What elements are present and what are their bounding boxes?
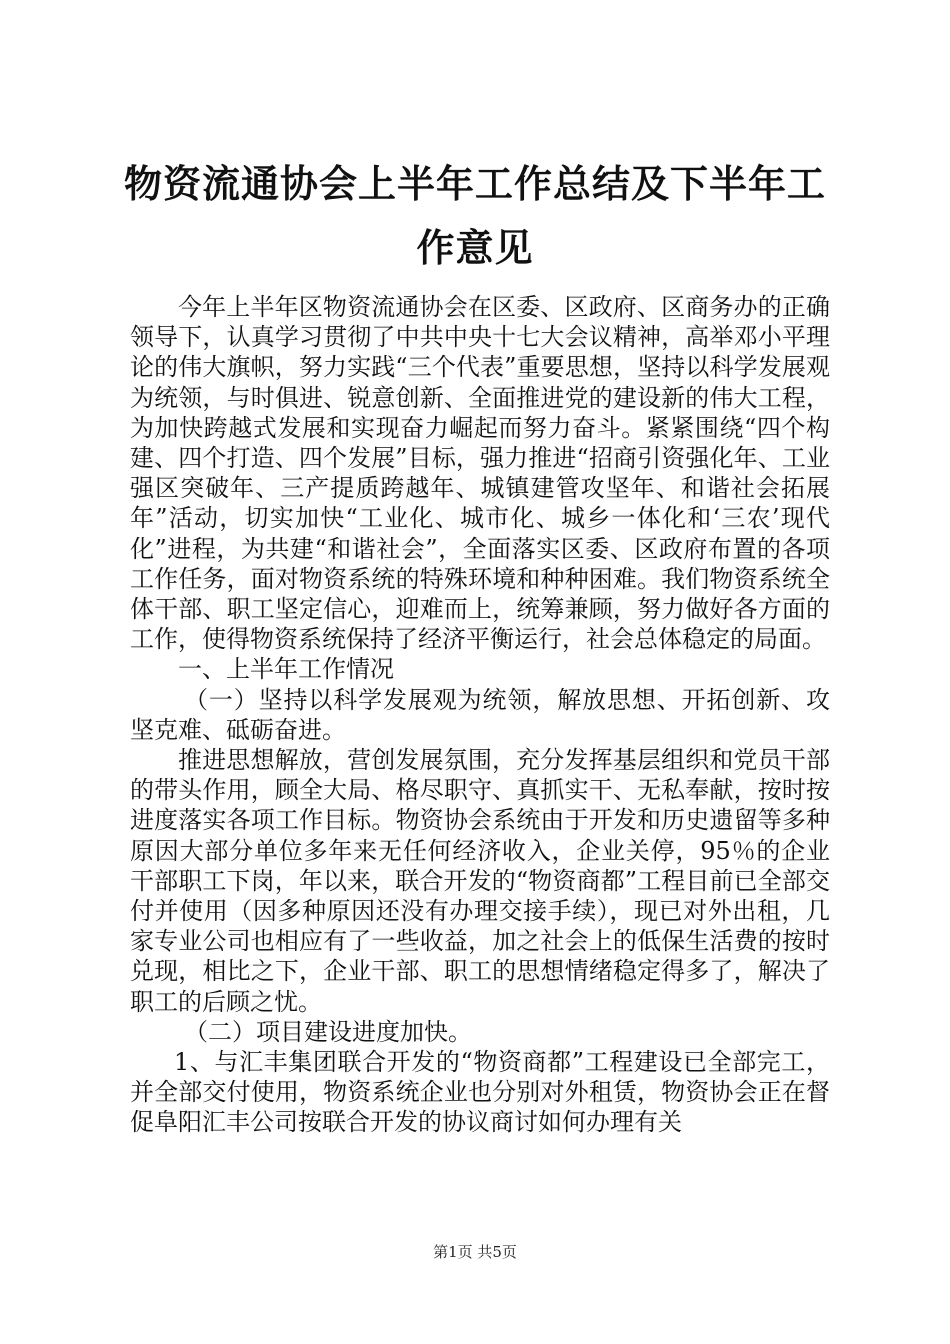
subsection-heading: （二）项目建设进度加快。 [184, 1017, 472, 1046]
paragraph-intro: 今年上半年区物资流通协会在区委、区政府、区商务办的正确领导下，认真学习贯彻了中共中央十七大会议精神，高举邓小平理论的伟大旗帜，努力实践“三个代表”重要思想，坚持以科学发展观为统领，与时俱进、锐意创新、全面推进党的建设新的伟大工程，为加快跨越式发展和实现奋力崛起而努力奋斗。紧紧围绕“四个构建、四个打造、四个发展”目标，强力推进“招商引资强化年、工业强区突破年、三产提质跨越年、城镇建管攻坚年、和谐社会拓展年”活动，切实加快“工业化、城市化、城乡一体化和‘三农’现代化”进程，为共建“和谐社会”，全面落实区委、区政府布置的各项工作任务，面对物资系统的特殊环境和种种困难。我们物资系统全体干部、职工坚定信心，迎难而上，统筹兼顾，努力做好各方面的工作，使得物资系统保持了经济平衡运行，社会总体稳定的局面。 [130, 293, 830, 654]
list-item: 1、与汇丰集团联合开发的“物资商都”工程建设已全部完工，并全部交付使用，物资系统企业也分别对外租赁，物资协会正在督促阜阳汇丰公司按联合开发的协议商讨如何办理有关 [130, 1048, 830, 1137]
document-body [130, 292, 830, 1138]
paragraph-body: 推进思想解放，营创发展氛围，充分发挥基层组织和党员干部的带头作用，顾全大局、格尽职守、真抓实干、无私奉献，按时按进度落实各项工作目标。物资协会系统由于开发和历史遗留等多种原因大部分单位多年来无任何经济收入，企业关停，95％的企业干部职工下岗，年以来，联合开发的“物资商都”工程目前已全部交付并使用（因多种原因还没有办理交接手续），现已对外出租，几家专业公司也相应有了一些收益，加之社会上的低保生活费的按时兑现，相比之下，企业干部、职工的思想情绪稳定得多了，解决了职工的后顾之忧。 [130, 746, 830, 1016]
document-title: 物资流通协会上半年工作总结及下半年工作意见 [123, 161, 826, 270]
page-footer: 第1页 共5页 [433, 1243, 517, 1261]
section-heading: 一、上半年工作情况 [178, 655, 394, 684]
subsection-heading: （一）坚持以科学发展观为统领，解放思想、开拓创新、攻坚克难、砥砺奋进。 [130, 685, 830, 744]
